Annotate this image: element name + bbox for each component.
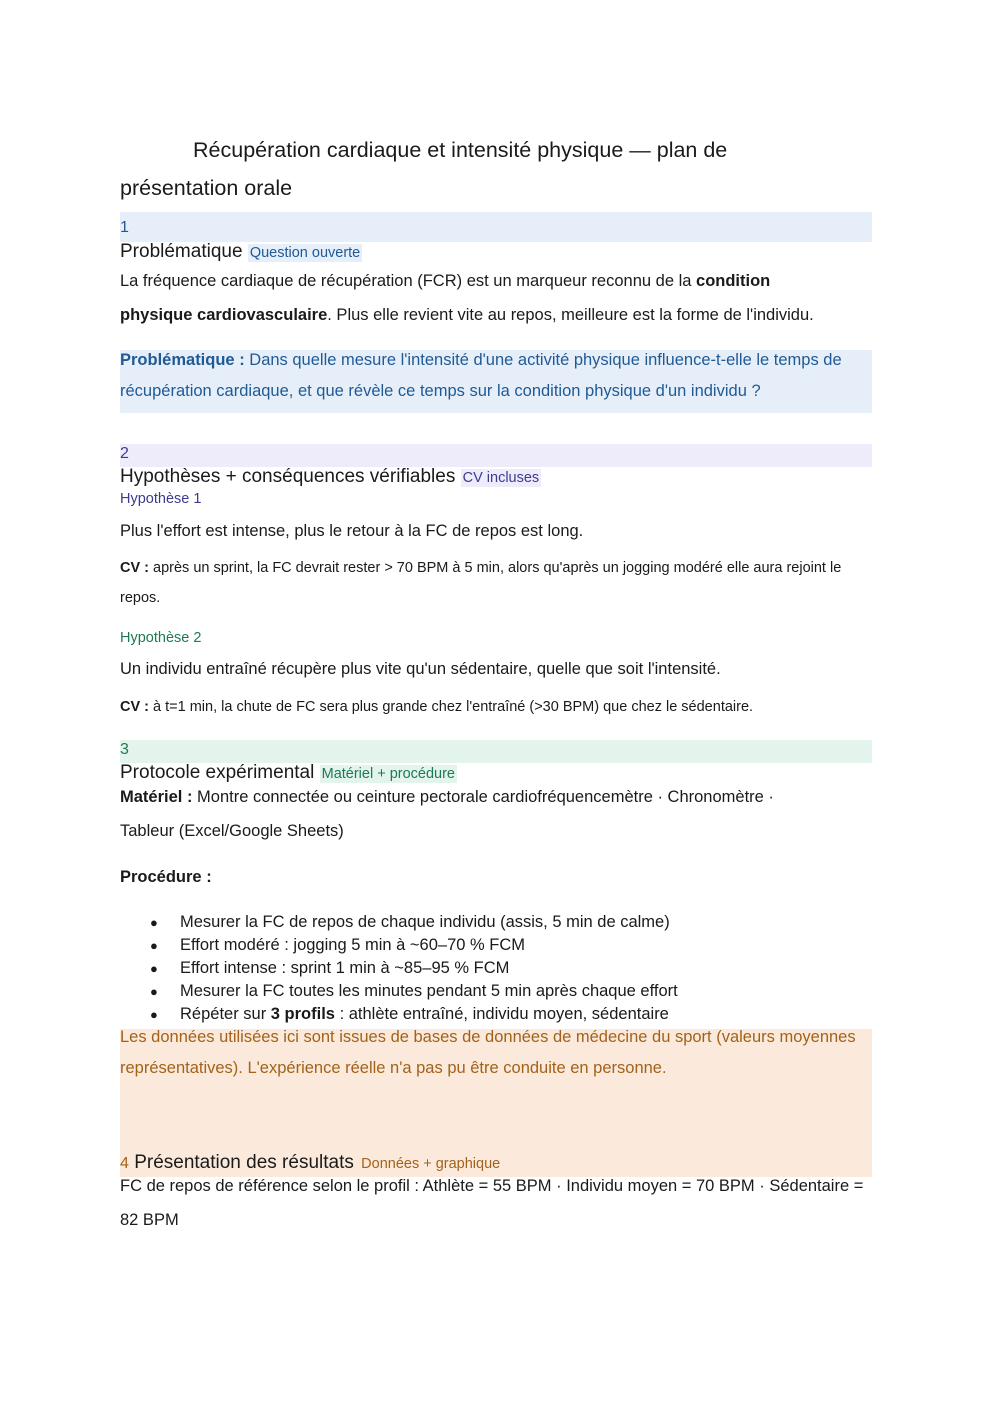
bullet-icon: ● [150,961,158,976]
section4-number: 4 [120,1155,129,1172]
problematique-question [120,345,872,407]
section1-number-band [120,212,872,242]
section1-number: 1 [120,219,129,236]
bullet-icon: ● [150,984,158,999]
procedure-step-text: Effort intense : sprint 1 min à ~85–95 % FCM [180,959,510,977]
procedure-label-text: Procédure : [120,868,212,886]
section2-heading [120,466,541,488]
bullet-icon: ● [150,938,158,953]
note-line2: représentatives). L'expérience réelle n'a pas pu être conduite en personne. [120,1059,667,1077]
document-title-line2: présentation orale [120,176,293,200]
procedure-step-text-b: : athlète entraîné, individu moyen, sédentaire [334,1005,669,1023]
materiel-line1: Montre connectée ou ceinture pectorale cardiofréquencemètre · Chronomètre · [192,788,774,806]
section4-text-line1: FC de repos de référence selon le profil : Athlète = 55 BPM · Individu moyen = 70 BPM · Sédentaire = [120,1177,864,1195]
procedure-step [120,934,872,957]
procedure-step [120,980,872,1003]
section4-text-line2: 82 BPM [120,1211,179,1229]
section2-number: 2 [120,445,129,462]
problematique-line2: récupération cardiaque, et que révèle ce temps sur la condition physique d'un individu ? [120,382,761,400]
section4-heading-text: Présentation des résultats [134,1152,354,1173]
hypothesis1-cv-line2: repos. [120,590,161,606]
document-title-line1: Récupération cardiaque et intensité physique — plan de [193,138,728,162]
bullet-icon: ● [150,1007,158,1022]
section4-tag: Données + graphique [361,1156,501,1172]
procedure-label [120,860,872,894]
hypothesis2-text: Un individu entraîné récupère plus vite qu'un sédentaire, quelle que soit l'intensité. [120,660,721,678]
data-source-note [120,1022,872,1084]
materiel-label: Matériel : [120,788,193,806]
section3-number: 3 [120,741,129,758]
section2-heading-text: Hypothèses + conséquences vérifiables [120,466,456,487]
hypothesis1-cv [120,553,872,613]
problematique-label: Problématique : [120,351,245,369]
hypothesis1-text: Plus l'effort est intense, plus le retour à la FC de repos est long. [120,522,584,540]
section1-heading-text: Problématique [120,241,243,262]
hypothesis1-cv-label: CV : [120,560,149,576]
section1-intro-text-b: . Plus elle revient vite au repos, meilleure est la forme de l'individu. [327,306,814,324]
hypothesis2-label: Hypothèse 2 [120,630,202,646]
problematique-line1: Dans quelle mesure l'intensité d'une activité physique influence-t-elle le temps de [244,351,842,369]
procedure-list [120,911,872,1026]
section2-number-band [120,444,872,467]
section1-intro-bold-1: condition [696,272,771,290]
section1-tag: Question ouverte [249,245,361,261]
section1-heading [120,241,362,263]
section3-number-band [120,740,872,763]
hypothesis2-cv-label: CV : [120,699,149,715]
hypothesis1-cv-line1: après un sprint, la FC devrait rester > 70 BPM à 5 min, alors qu'après un jogging modéré elle aura rejoint le [149,560,842,576]
procedure-step-text: Mesurer la FC toutes les minutes pendant 5 min après chaque effort [180,982,678,1000]
procedure-step [120,957,872,980]
hypothesis2-cv [120,692,872,722]
procedure-step-text: Effort modéré : jogging 5 min à ~60–70 % FCM [180,936,526,954]
hypothesis1-label: Hypothèse 1 [120,491,202,507]
section3-heading-text: Protocole expérimental [120,762,315,783]
procedure-step-text: Mesurer la FC de repos de chaque individu (assis, 5 min de calme) [180,913,670,931]
bullet-icon: ● [150,915,158,930]
section3-tag: Matériel + procédure [321,766,455,782]
note-line1: Les données utilisées ici sont issues de bases de données de médecine du sport (valeurs moyennes [120,1028,856,1046]
procedure-step-bold: 3 profils [270,1005,335,1023]
materiel-line2: Tableur (Excel/Google Sheets) [120,822,344,840]
section1-intro [120,264,872,332]
procedure-step-text-a: Répéter sur [180,1005,271,1023]
section2-tag: CV incluses [462,470,540,486]
procedure-step [120,911,872,934]
section1-intro-text-a: La fréquence cardiaque de récupération (FCR) est un marqueur reconnu de la [120,272,697,290]
section4-text [120,1169,872,1237]
hypothesis2-cv-text: à t=1 min, la chute de FC sera plus grande chez l'entraîné (>30 BPM) que chez le sédentaire. [149,699,754,715]
materiel-paragraph [120,780,872,848]
section1-intro-bold-2: physique cardiovasculaire [120,306,328,324]
